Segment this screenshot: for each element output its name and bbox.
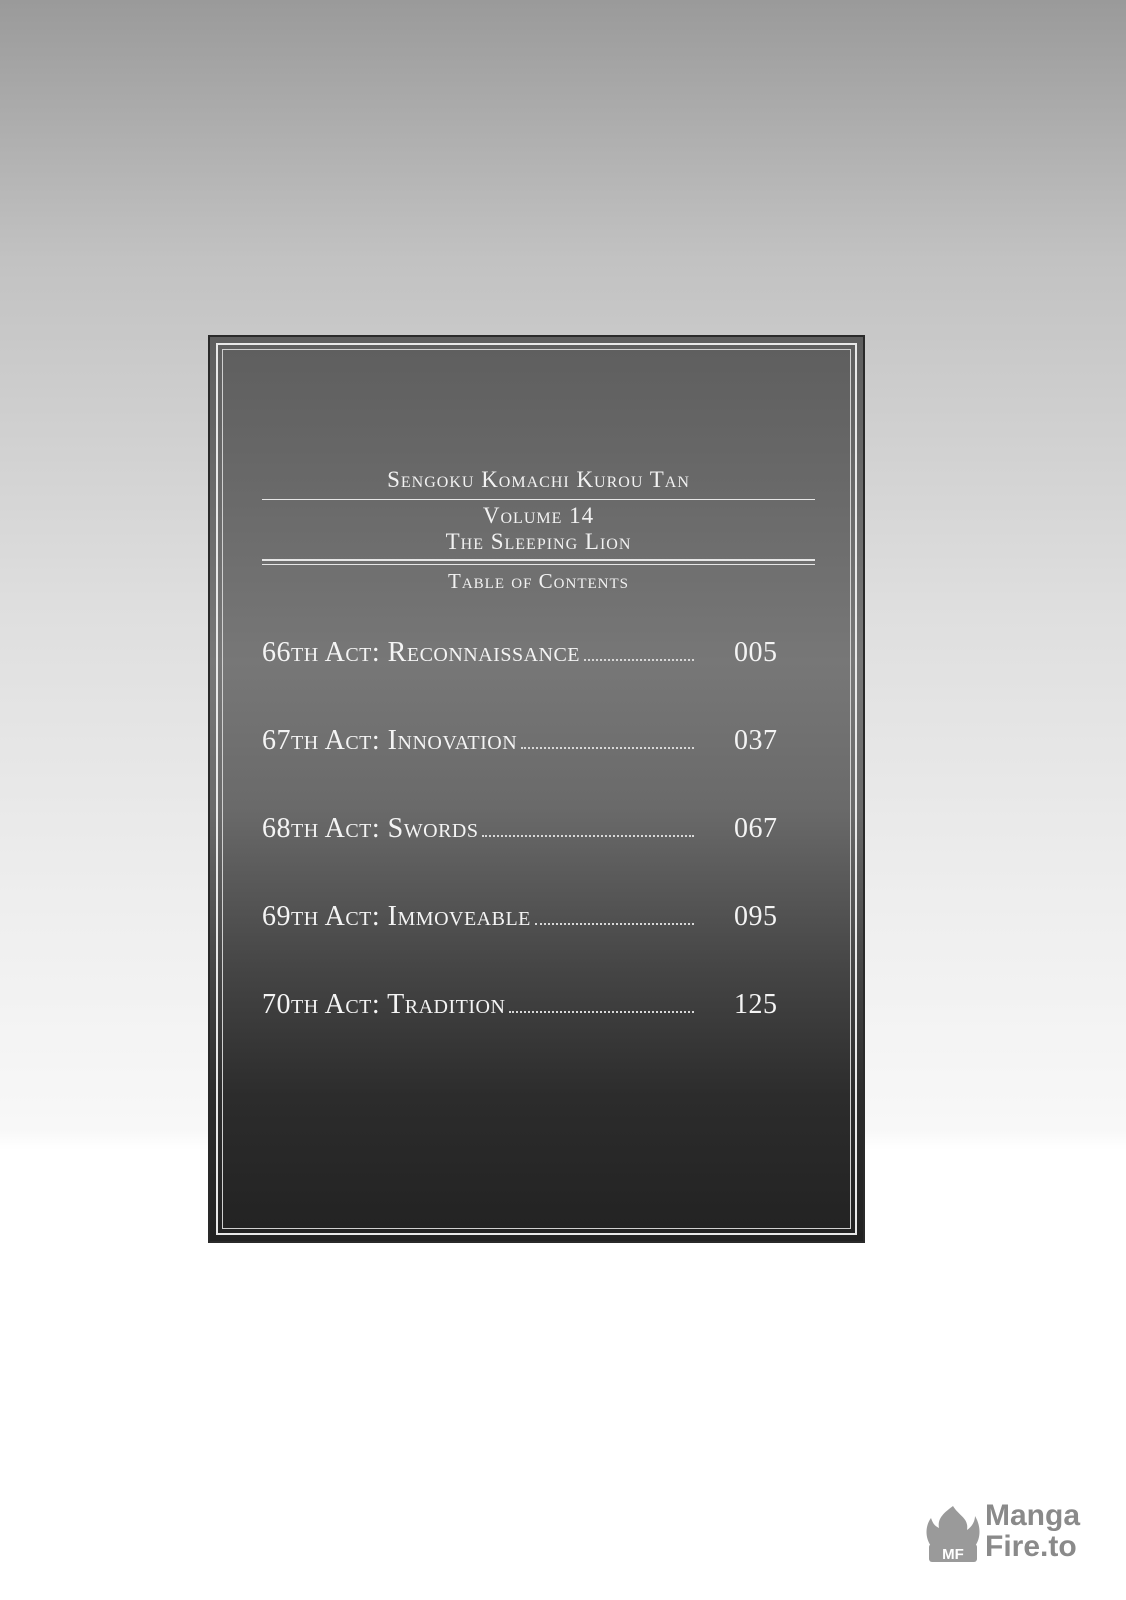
- toc-panel: [208, 335, 865, 1243]
- toc-list: [262, 637, 782, 1077]
- dot-leader: [482, 821, 694, 837]
- toc-entry-page: 005: [734, 637, 778, 668]
- dot-leader: [521, 733, 694, 749]
- toc-heading: Table of Contents: [448, 569, 629, 593]
- toc-entry[interactable]: [262, 901, 782, 989]
- mangafire-watermark: [925, 1500, 1105, 1564]
- toc-entry[interactable]: [262, 637, 782, 725]
- watermark-line-1: Manga: [985, 1499, 1081, 1532]
- toc-entry-title: 66th Act: Reconnaissance: [262, 637, 581, 668]
- toc-entry[interactable]: [262, 989, 782, 1077]
- divider-double-1: [262, 559, 815, 561]
- watermark-line-2: Fire.to: [985, 1530, 1077, 1563]
- volume-subtitle: The Sleeping Lion: [445, 529, 632, 554]
- toc-entry-page: 037: [734, 725, 778, 756]
- dot-leader: [584, 645, 694, 661]
- watermark-text: [985, 1500, 1080, 1562]
- dot-leader: [509, 997, 694, 1013]
- series-title: Sengoku Komachi Kurou Tan: [387, 467, 690, 492]
- divider-top: [262, 499, 815, 500]
- toc-entry-title: 69th Act: Immoveable: [262, 901, 531, 932]
- volume-number: Volume 14: [482, 503, 595, 528]
- toc-entry-title: 70th Act: Tradition: [262, 989, 506, 1020]
- toc-entry-page: 125: [734, 989, 778, 1020]
- toc-entry-page: 067: [734, 813, 778, 844]
- svg-text:MF: MF: [942, 1546, 964, 1563]
- divider-double-2: [262, 564, 815, 565]
- toc-entry[interactable]: [262, 725, 782, 813]
- toc-entry-page: 095: [734, 901, 778, 932]
- toc-entry-title: 68th Act: Swords: [262, 813, 479, 844]
- toc-entry[interactable]: [262, 813, 782, 901]
- toc-entry-title: 67th Act: Innovation: [262, 725, 518, 756]
- flame-logo-icon: [925, 1504, 981, 1564]
- dot-leader: [535, 909, 694, 925]
